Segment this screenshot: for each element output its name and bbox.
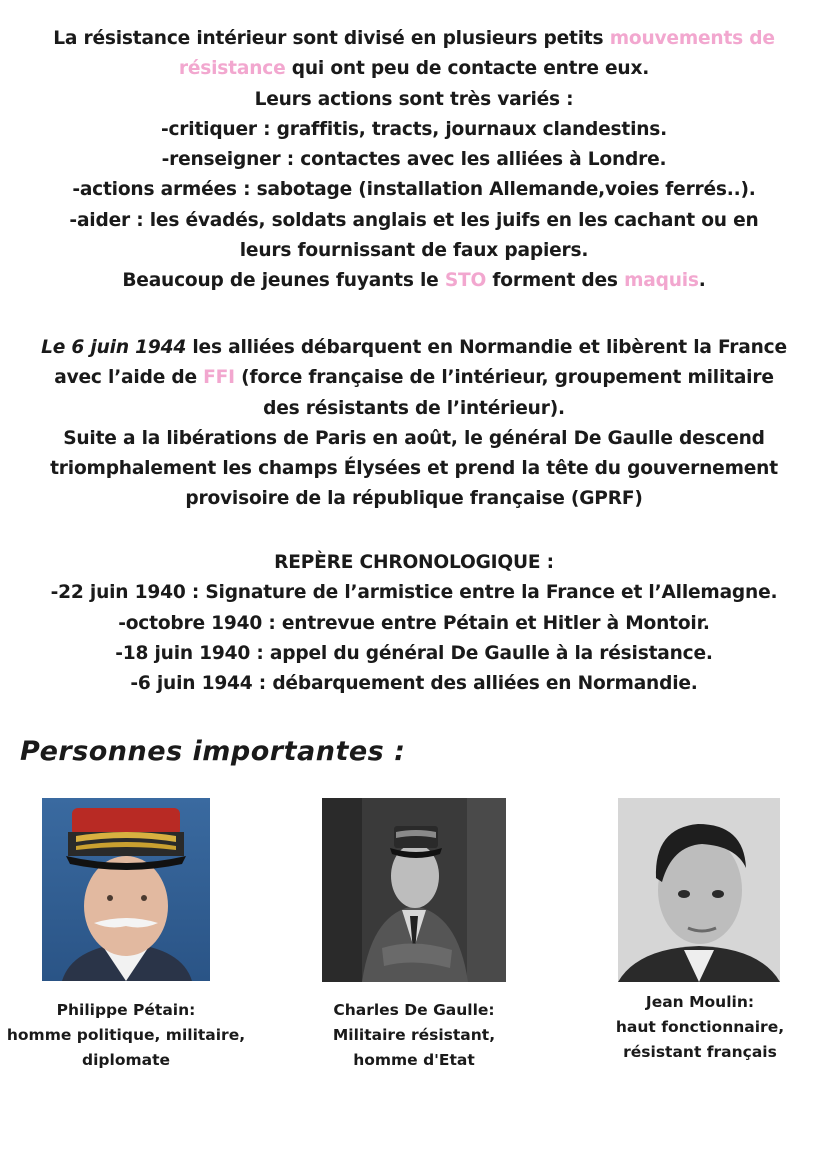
highlight-term: FFI <box>203 367 235 389</box>
liberation-line-1: Le 6 juin 1944 les alliées débarquent en Normandie et libèrent la France <box>41 337 787 358</box>
liberation-line-6: provisoire de la république française (GPRF) <box>185 488 643 510</box>
portrait-petain-image <box>42 798 210 981</box>
portrait-jean-moulin <box>618 798 780 982</box>
portrait-de-gaulle <box>322 798 506 982</box>
intro-line-9: Beaucoup de jeunes fuyants le STO forment des maquis. <box>122 270 706 292</box>
chronology-item: -18 juin 1940 : appel du général De Gaulle à la résistance. <box>115 642 713 664</box>
intro-line-5: -renseigner : contactes avec les alliées à Londre. <box>161 149 667 171</box>
intro-line-1: La résistance intérieur sont divisé en plusieurs petits mouvements de <box>53 28 775 49</box>
highlight-term: mouvements de <box>609 28 775 49</box>
chronology-title: REPÈRE CHRONOLOGIQUE : <box>274 552 554 573</box>
chronology-section <box>0 548 828 699</box>
portrait-jean-moulin-image <box>618 798 780 982</box>
liberation-line-2: avec l’aide de FFI (force française de l’intérieur, groupement militaire <box>54 367 774 389</box>
intro-line-3: Leurs actions sont très variés : <box>254 88 574 110</box>
person-name: Philippe Pétain: <box>56 1001 196 1019</box>
chronology-item: -6 juin 1944 : débarquement des alliées en Normandie. <box>130 673 698 695</box>
portrait-petain <box>42 798 210 981</box>
liberation-line-5: triomphalement les champs Élysées et prend la tête du gouvernement <box>50 458 778 480</box>
chronology-item: -octobre 1940 : entrevue entre Pétain et Hitler à Montoir. <box>118 612 710 634</box>
intro-line-7: -aider : les évadés, soldats anglais et les juifs en les cachant ou en <box>69 209 759 231</box>
liberation-section <box>0 333 828 515</box>
person-desc: homme d'Etat <box>353 1051 475 1069</box>
person-desc: Militaire résistant, <box>332 1026 496 1044</box>
highlight-term: résistance <box>178 58 286 80</box>
caption-de-gaulle <box>300 998 528 1073</box>
caption-petain <box>0 998 252 1073</box>
portrait-de-gaulle-image <box>322 798 506 982</box>
person-desc: diplomate <box>82 1051 170 1069</box>
liberation-line-3: des résistants de l’intérieur). <box>263 397 565 419</box>
person-desc: haut fonctionnaire, <box>615 1018 785 1036</box>
intro-line-8: leurs fournissant de faux papiers. <box>239 240 589 262</box>
intro-line-4: -critiquer : graffitis, tracts, journaux clandestins. <box>160 118 668 140</box>
person-desc: homme politique, militaire, <box>6 1026 246 1044</box>
date-emphasis: Le 6 juin 1944 <box>41 337 187 358</box>
person-name: Charles De Gaulle: <box>333 1001 495 1019</box>
intro-line-2: résistance qui ont peu de contacte entre eux. <box>178 58 650 80</box>
person-desc: résistant français <box>623 1043 777 1061</box>
intro-section <box>0 24 828 297</box>
person-name: Jean Moulin: <box>645 993 755 1011</box>
intro-line-6: -actions armées : sabotage (installation Allemande,voies ferrés..). <box>72 179 756 201</box>
chronology-item: -22 juin 1940 : Signature de l’armistice entre la France et l’Allemagne. <box>50 582 778 604</box>
caption-jean-moulin <box>586 990 814 1065</box>
highlight-term: maquis <box>624 270 699 292</box>
highlight-term: STO <box>444 270 487 292</box>
persons-heading: Personnes importantes : <box>20 736 406 767</box>
liberation-line-4: Suite a la libérations de Paris en août, le général De Gaulle descend <box>63 427 765 449</box>
